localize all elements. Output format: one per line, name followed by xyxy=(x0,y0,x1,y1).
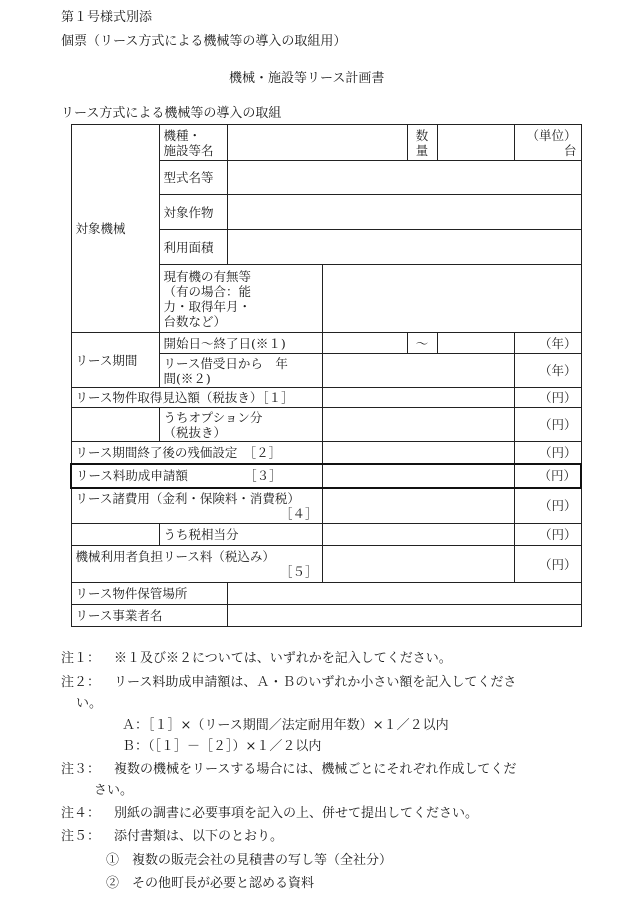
note-3-text: 複数の機械をリースする場合には、機械ごとにそれぞれ作成してくだ xyxy=(114,762,517,777)
table-row xyxy=(71,488,581,524)
option-field[interactable] xyxy=(322,408,514,442)
user-fee-label: 機械利用者負担リース料（税込み） ［５］ xyxy=(71,546,322,583)
residual-field[interactable] xyxy=(322,442,514,464)
table-row xyxy=(71,333,581,354)
yen-unit-label: （円） xyxy=(514,464,581,488)
note-1-text: ※１及び※２については、いずれかを記入してください。 xyxy=(114,651,452,666)
model-field[interactable] xyxy=(227,161,581,195)
note-3-text-cont: さい。 xyxy=(94,783,134,798)
expenses-field[interactable] xyxy=(322,488,514,524)
existing-machine-label: 現有機の有無等 （有の場合：能 力・取得年月・ 台数など） xyxy=(159,265,322,333)
quantity-field[interactable] xyxy=(437,125,514,161)
note-2-text-cont: い。 xyxy=(76,696,103,711)
year-unit-label: （年） xyxy=(514,354,581,388)
form-number: 第１号様式別添 xyxy=(61,10,153,25)
machine-name-field[interactable] xyxy=(227,125,407,161)
yen-unit-label: （円） xyxy=(514,524,581,546)
storage-field[interactable] xyxy=(227,583,581,605)
machine-name-label: 機種・ 施設等名 xyxy=(159,125,227,161)
start-date-field[interactable] xyxy=(322,333,407,354)
form-subtitle: 個票（リース方式による機械等の導入の取組用） xyxy=(61,34,347,49)
year-unit-label: （年） xyxy=(514,333,581,354)
note-2-text: リース料助成申請額は、Ａ・Ｂのいずれか小さい額を記入してくださ xyxy=(114,675,517,690)
table-row xyxy=(71,388,581,408)
blank-cell xyxy=(71,408,159,442)
storage-label: リース物件保管場所 xyxy=(71,583,227,605)
note-2-label: 注２： xyxy=(61,675,101,690)
expenses-label: リース諸費用（金利・保険料・消費税） ［４］ xyxy=(71,488,322,524)
table-row xyxy=(71,605,581,627)
residual-label: リース期間終了後の残価設定 ［２］ xyxy=(71,442,322,464)
lease-plan-table xyxy=(70,124,582,627)
subsidy-label: リース料助成申請額 ［３］ xyxy=(71,464,322,488)
area-label: 利用面積 xyxy=(159,230,227,265)
subsidy-field[interactable] xyxy=(322,464,514,488)
acquisition-cost-label: リース物件取得見込額（税抜き）［１］ xyxy=(71,388,322,408)
note-4-label: 注４： xyxy=(61,806,101,821)
tax-label: うち税相当分 xyxy=(159,524,322,546)
crop-field[interactable] xyxy=(227,195,581,230)
table-row xyxy=(71,464,581,488)
note-3-label: 注３： xyxy=(61,762,101,777)
note-5-label: 注５： xyxy=(61,829,101,844)
area-field[interactable] xyxy=(227,230,581,265)
yen-unit-label: （円） xyxy=(514,546,581,583)
acquisition-cost-field[interactable] xyxy=(322,388,514,408)
option-label: うちオプション分 （税抜き） xyxy=(159,408,322,442)
table-row xyxy=(71,583,581,605)
tilde-label: ～ xyxy=(407,333,437,354)
tax-field[interactable] xyxy=(322,524,514,546)
start-end-label: 開始日～終了日(※１) xyxy=(159,333,322,354)
note-5-item-1: ① 複数の販売会社の見積書の写し等（全社分） xyxy=(106,853,393,868)
table-row xyxy=(71,524,581,546)
note-5-text: 添付書類は、以下のとおり。 xyxy=(114,829,284,844)
table-row xyxy=(71,408,581,442)
lessor-field[interactable] xyxy=(227,605,581,627)
end-date-field[interactable] xyxy=(437,333,514,354)
model-label: 型式名等 xyxy=(159,161,227,195)
note-2-formula-a: Ａ：［１］×（リース期間／法定耐用年数）×１／２以内 xyxy=(122,718,449,733)
quantity-label: 数量 xyxy=(407,125,437,161)
lease-years-field[interactable] xyxy=(322,354,514,388)
crop-label: 対象作物 xyxy=(159,195,227,230)
user-fee-field[interactable] xyxy=(322,546,514,583)
table-row xyxy=(71,546,581,583)
section-heading: リース方式による機械等の導入の取組 xyxy=(61,106,282,121)
lessor-label: リース事業者名 xyxy=(71,605,227,627)
blank-cell xyxy=(71,524,159,546)
yen-unit-label: （円） xyxy=(514,388,581,408)
table-row xyxy=(71,442,581,464)
note-4-text: 別紙の調書に必要事項を記入の上、併せて提出してください。 xyxy=(114,806,479,821)
page-title: 機械・施設等リース計画書 xyxy=(229,71,385,86)
note-2-formula-b: Ｂ：（［１］－［２］）×１／２以内 xyxy=(122,739,322,754)
yen-unit-label: （円） xyxy=(514,488,581,524)
yen-unit-label: （円） xyxy=(514,408,581,442)
table-row xyxy=(71,125,581,161)
note-5-item-2: ② その他町長が必要と認める資料 xyxy=(106,876,315,891)
from-lease-label: リース借受日から 年 間(※２) xyxy=(159,354,322,388)
target-machine-label: 対象機械 xyxy=(71,125,159,333)
unit-label: （単位） 台 xyxy=(514,125,581,161)
lease-period-label: リース期間 xyxy=(71,333,159,388)
existing-machine-field[interactable] xyxy=(322,265,581,333)
yen-unit-label: （円） xyxy=(514,442,581,464)
note-1-label: 注１： xyxy=(61,651,101,666)
